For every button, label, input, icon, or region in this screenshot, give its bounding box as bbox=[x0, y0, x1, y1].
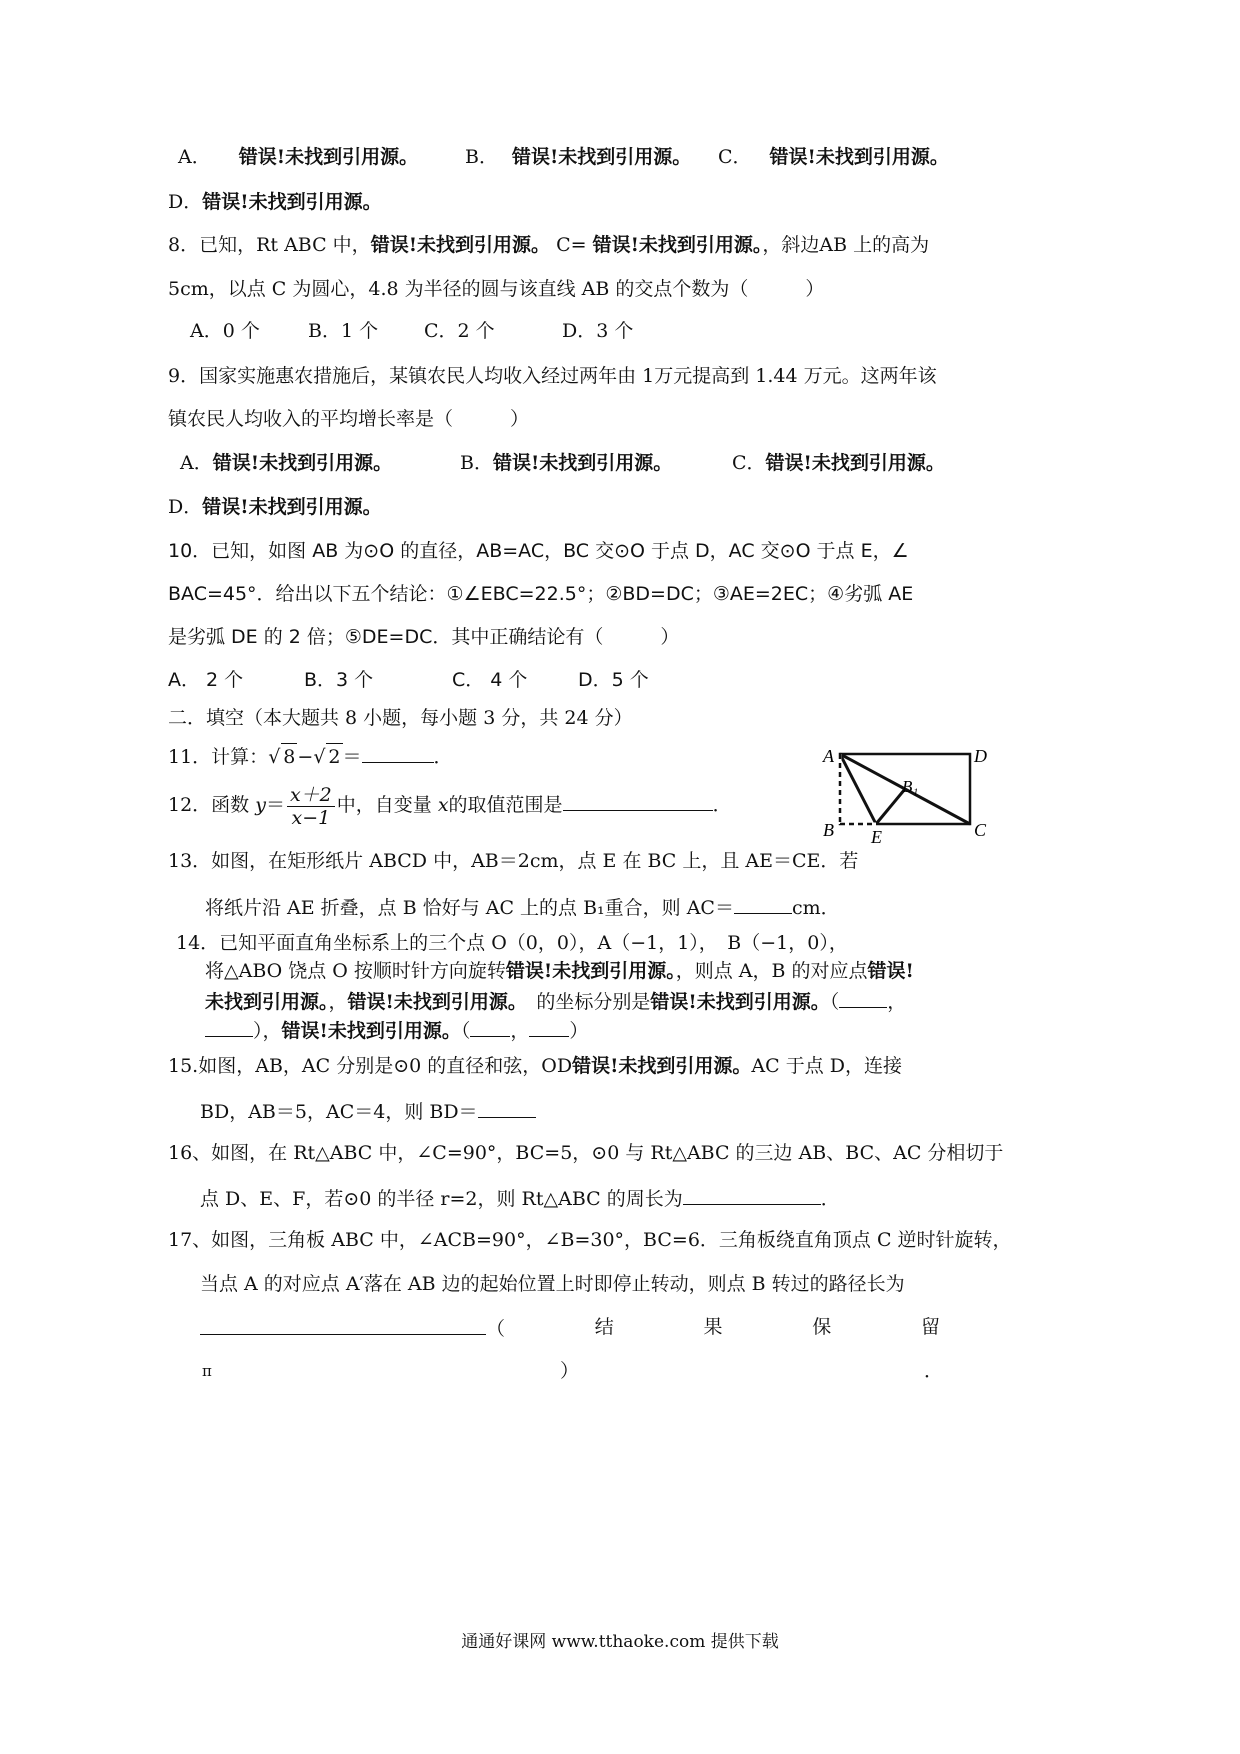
q11-answer-blank bbox=[362, 742, 434, 763]
q17-line2: 当点 A 的对应点 A′落在 AB 边的起始位置上时即停止转动，则点 B 转过的路径长为 bbox=[200, 1273, 905, 1295]
q16-answer-blank bbox=[683, 1184, 821, 1205]
q11: 11．计算：√ 8 −√ 2 ＝ ． bbox=[168, 742, 453, 770]
q10-option-d: D．5 个 bbox=[578, 669, 649, 691]
q8-option-d: D．3 个 bbox=[562, 320, 634, 342]
q13-figure bbox=[818, 742, 990, 846]
q7-option-a: A． 错误!未找到引用源。 bbox=[178, 146, 419, 168]
q12: 12．函数 y＝ $\frac{x+2}{x-1}$ 中，自变量 x的取值范围是 ． bbox=[168, 783, 732, 829]
q14-blank-4 bbox=[529, 1016, 569, 1037]
q9-line1: 9．国家实施惠农措施后，某镇农民人均收入经过两年由 1万元提高到 1.44 万元。这两年该 bbox=[168, 365, 937, 387]
q8-option-c: C．2 个 bbox=[424, 320, 495, 342]
q10-line3: 是劣弧 DE 的 2 倍；⑤DE=DC．其中正确结论有（ ） bbox=[168, 626, 680, 648]
q7-option-b: B． 错误!未找到引用源。 bbox=[465, 146, 692, 168]
q15-line2: BD，AB＝5，AC＝4，则 BD＝ bbox=[200, 1097, 536, 1125]
label-b: B bbox=[823, 820, 834, 840]
q15-answer-blank bbox=[478, 1097, 536, 1118]
q8-option-b: B．1 个 bbox=[308, 320, 379, 342]
q15-line1: 15.如图，AB，AC 分别是⊙0 的直径和弦，OD错误!未找到引用源。AC 于点 D，连接 bbox=[168, 1055, 902, 1077]
q9-option-d: D．错误!未找到引用源。 bbox=[168, 496, 382, 518]
q16-line1: 16、如图，在 Rt△ABC 中，∠C=90°，BC=5，⊙0 与 Rt△ABC 的三边 AB、BC、AC 分相切于 bbox=[168, 1142, 1004, 1164]
segment-eb1 bbox=[876, 789, 905, 824]
q14-line4: ），错误!未找到引用源。（ ， ） bbox=[205, 1016, 588, 1044]
q7-option-c: C． 错误!未找到引用源。 bbox=[718, 146, 949, 168]
q14-line3: 未找到引用源。，错误!未找到引用源。 的坐标分别是错误!未找到引用源。（ ， bbox=[205, 987, 906, 1015]
q17-answer-blank bbox=[200, 1314, 486, 1335]
q17-pi: π bbox=[202, 1362, 212, 1380]
q8-line2: 5cm，以点 C 为圆心，4.8 为半径的圆与该直线 AB 的交点个数为（ ） bbox=[168, 278, 825, 300]
q17-close-paren: ） bbox=[560, 1360, 580, 1382]
label-e: E bbox=[871, 827, 882, 846]
q14-line2: 将△ABO 饶点 O 按顺时针方向旋转错误!未找到引用源。，则点 A，B 的对应点错误! bbox=[205, 960, 914, 982]
label-c: C bbox=[974, 820, 987, 840]
q14-blank-1 bbox=[839, 987, 887, 1008]
q14-line1: 14．已知平面直角坐标系上的三个点 O（0，0），A（−1，1）， B（−1，0）， bbox=[176, 932, 848, 954]
q12-fraction: $\frac{x+2}{x-1}$ bbox=[287, 784, 335, 829]
page-footer: 通通好课网 www.tthaoke.com 提供下载 bbox=[461, 1632, 779, 1652]
label-b1: B₁ bbox=[902, 777, 919, 796]
q9-line2: 镇农民人均收入的平均增长率是（ ） bbox=[168, 408, 530, 430]
q13-answer-blank bbox=[734, 893, 792, 914]
section-2-heading: 二．填空（本大题共 8 小题，每小题 3 分，共 24 分） bbox=[168, 707, 633, 729]
label-a: A bbox=[823, 746, 834, 766]
q17-end: ． bbox=[924, 1360, 944, 1382]
q13-line2: 将纸片沿 AE 折叠，点 B 恰好与 AC 上的点 B₁重合，则 AC＝ cm． bbox=[205, 893, 840, 921]
q9-option-b: B．错误!未找到引用源。 bbox=[460, 452, 673, 474]
q10-option-b: B．3 个 bbox=[304, 669, 374, 691]
q9-option-c: C．错误!未找到引用源。 bbox=[732, 452, 945, 474]
q16-line2: 点 D、E、F，若⊙0 的半径 r=2，则 Rt△ABC 的周长为 ． bbox=[200, 1184, 840, 1212]
q10-line1: 10．已知，如图 AB 为⊙O 的直径，AB=AC，BC 交⊙O 于点 D，AC 交⊙O 于点 E，∠ bbox=[168, 540, 909, 562]
q17-line3: （ 结 果 保 留 bbox=[200, 1314, 940, 1342]
label-d: D bbox=[974, 746, 987, 766]
q10-line2: BAC=45°．给出以下五个结论：①∠EBC=22.5°；②BD=DC；③AE=2EC；④劣弧 AE bbox=[168, 583, 914, 605]
q13-line1: 13．如图，在矩形纸片 ABCD 中，AB＝2cm，点 E 在 BC 上，且 AE＝CE．若 bbox=[168, 850, 859, 872]
q8-option-a: A．0 个 bbox=[190, 320, 260, 342]
q10-option-a: A． 2 个 bbox=[168, 669, 244, 691]
q9-option-a: A．错误!未找到引用源。 bbox=[180, 452, 393, 474]
q8-line1: 8．已知，Rt ABC 中，错误!未找到引用源。 C= 错误!未找到引用源。，斜边AB 上的高为 bbox=[168, 234, 930, 256]
q17-line1: 17、如图，三角板 ABC 中，∠ACB=90°，∠B=30°，BC=6．三角板绕直角顶点 C 逆时针旋转， bbox=[168, 1229, 1012, 1251]
q14-blank-3 bbox=[470, 1016, 510, 1037]
q7-option-d: D．错误!未找到引用源。 bbox=[168, 191, 382, 213]
q10-option-c: C． 4 个 bbox=[452, 669, 528, 691]
q14-blank-2 bbox=[205, 1016, 253, 1037]
q12-answer-blank bbox=[563, 790, 713, 811]
